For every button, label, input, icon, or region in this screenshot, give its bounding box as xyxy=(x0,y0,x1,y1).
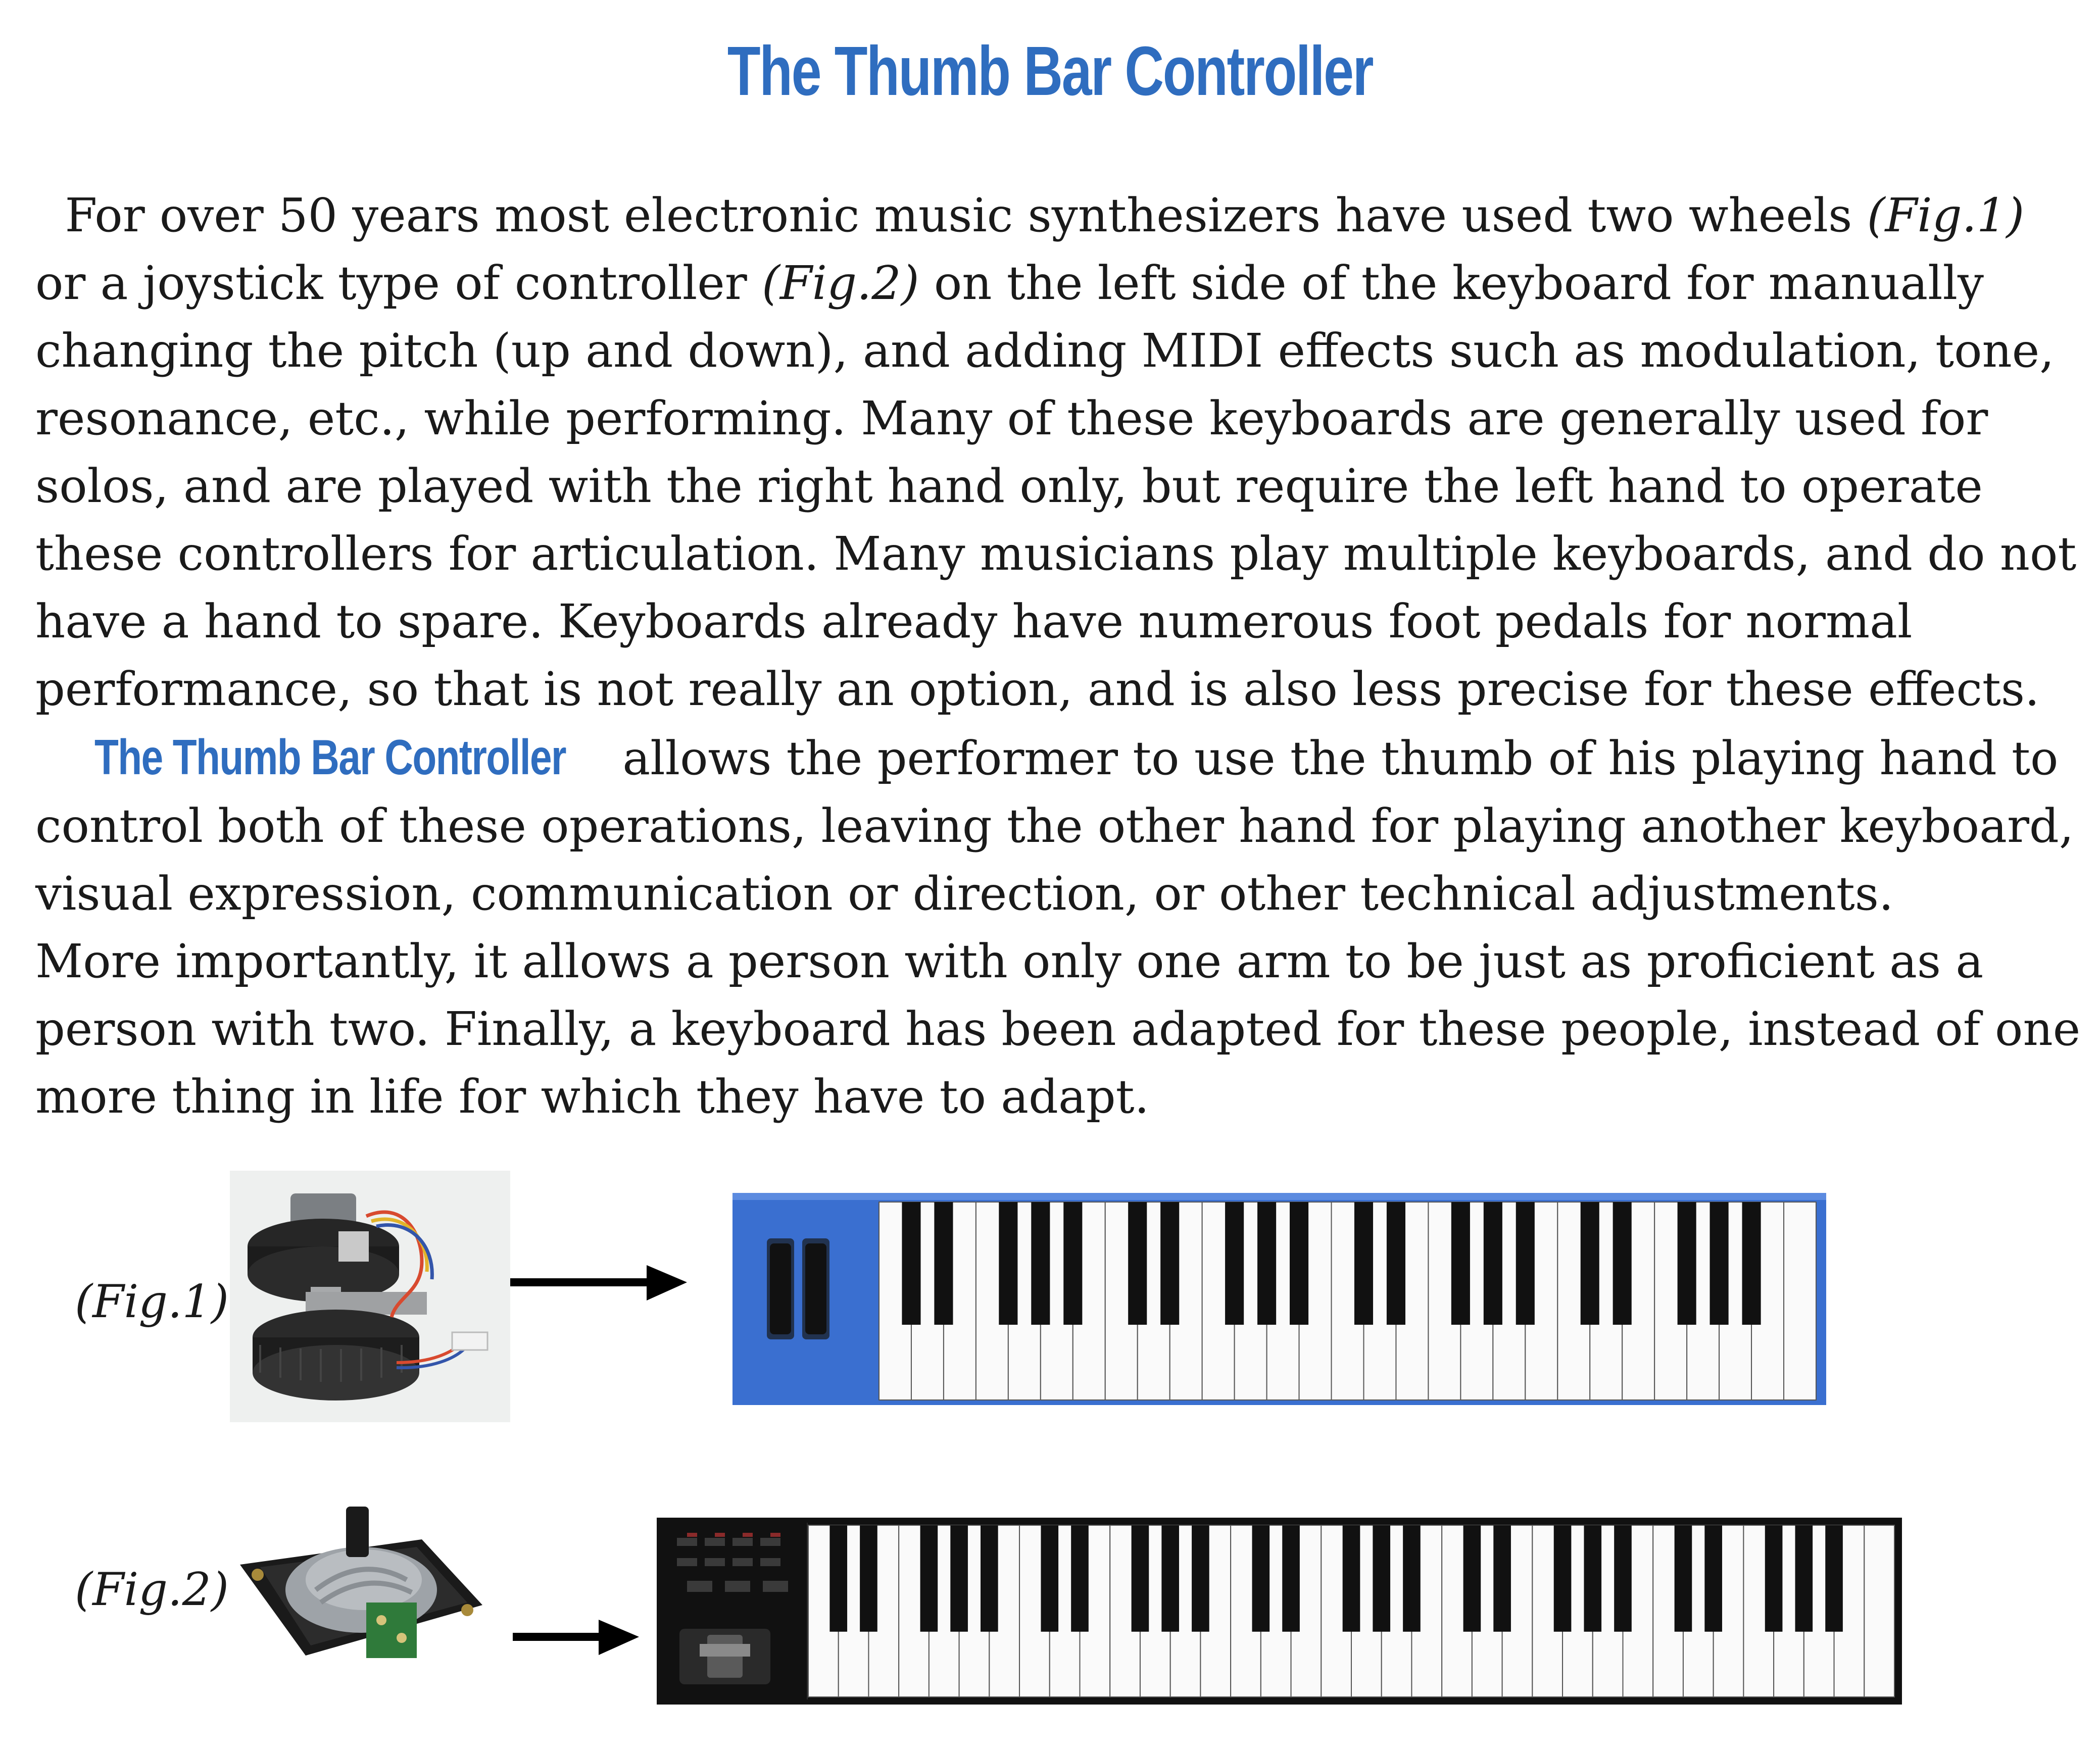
page-title: The Thumb Bar Controller xyxy=(727,32,1373,110)
black-key xyxy=(1678,1202,1696,1325)
body-text xyxy=(35,182,2081,1131)
black-key xyxy=(1041,1525,1058,1632)
black-key xyxy=(1161,1525,1179,1632)
fig1-arrow-icon xyxy=(510,1263,692,1303)
black-key xyxy=(1063,1202,1082,1325)
paragraph-3: More importantly, it allows a person with only one arm to be just as proficient as a person with two. Finally, a keyboard has been adapted for these people, instead of one more thing in life for which they have to adapt. xyxy=(35,934,2081,1124)
black-key xyxy=(1031,1202,1050,1325)
blue-keyboard-keys xyxy=(879,1202,1816,1400)
black-keyboard-photo xyxy=(657,1518,1902,1705)
black-key xyxy=(1742,1202,1761,1325)
fig2-label: (Fig.2) xyxy=(75,1563,229,1616)
black-key xyxy=(934,1202,953,1325)
fig2-reference: (Fig.2) xyxy=(761,256,919,310)
black-key xyxy=(920,1525,938,1632)
black-key xyxy=(1071,1525,1089,1632)
black-key xyxy=(1493,1525,1511,1632)
paragraph-1-text-b: or a joystick type of controller xyxy=(35,256,762,310)
black-key xyxy=(1160,1202,1179,1325)
black-key xyxy=(981,1525,998,1632)
black-key xyxy=(1290,1202,1308,1325)
wheel-controller-photo xyxy=(230,1171,510,1422)
black-key xyxy=(1825,1525,1843,1632)
black-key xyxy=(1128,1202,1147,1325)
black-key xyxy=(1192,1525,1209,1632)
black-keyboard-keys xyxy=(808,1525,1894,1697)
black-key xyxy=(1516,1202,1535,1325)
paragraph-2-text: allows the performer to use the thumb of his playing hand to control both of these operations, leaving the other hand for playing another keyboard, visual expression, communication or direction, or other technical adjustments. xyxy=(35,731,2074,921)
black-key xyxy=(1403,1525,1421,1632)
black-key xyxy=(1282,1525,1300,1632)
black-key xyxy=(1614,1525,1632,1632)
black-key xyxy=(1765,1525,1783,1632)
black-key xyxy=(1710,1202,1729,1325)
black-key xyxy=(1584,1525,1601,1632)
paragraph-1 xyxy=(35,182,2081,723)
blue-keyboard-photo xyxy=(732,1193,1826,1410)
white-key xyxy=(1864,1525,1894,1697)
fig1-label: (Fig.1) xyxy=(75,1275,229,1328)
black-key xyxy=(1354,1202,1373,1325)
black-key xyxy=(1613,1202,1632,1325)
black-key xyxy=(1795,1525,1813,1632)
black-key xyxy=(1581,1202,1599,1325)
black-key xyxy=(1484,1202,1502,1325)
joystick-controller-photo xyxy=(230,1504,487,1677)
black-key xyxy=(860,1525,877,1632)
white-key xyxy=(1784,1202,1816,1400)
paragraph-1-text-c: on the left side of the keyboard for manually changing the pitch (up and down), and adding MIDI effects such as modulation, tone, resonance, etc., while performing. Many of these keyboards are generally used for solos, and are played with the right hand only, but require the left hand to operate these controllers for articulation. Many musicians play multiple keyboards, and do not have a hand to spare. Keyboards already have numerous foot pedals for normal performance, so that is not really an option, and is also less precise for these effects. xyxy=(35,256,2077,716)
black-key xyxy=(950,1525,968,1632)
paragraph-2 xyxy=(35,723,2081,928)
black-key xyxy=(1675,1525,1692,1632)
black-key xyxy=(1225,1202,1244,1325)
black-key xyxy=(902,1202,920,1325)
black-key xyxy=(999,1202,1017,1325)
black-key xyxy=(1132,1525,1149,1632)
black-key xyxy=(1373,1525,1390,1632)
black-key xyxy=(1704,1525,1722,1632)
black-key xyxy=(1252,1525,1270,1632)
black-key xyxy=(1451,1202,1470,1325)
black-key xyxy=(1463,1525,1481,1632)
inline-brand-title: The Thumb Bar Controller xyxy=(94,729,566,785)
paragraph-1-text-a: For over 50 years most electronic music synthesizers have used two wheels xyxy=(65,188,1867,242)
black-key xyxy=(1257,1202,1276,1325)
black-key xyxy=(1387,1202,1405,1325)
fig1-reference: (Fig.1) xyxy=(1867,188,2025,242)
black-key xyxy=(1343,1525,1360,1632)
black-key xyxy=(829,1525,847,1632)
black-key xyxy=(1554,1525,1572,1632)
fig2-arrow-icon xyxy=(513,1617,644,1658)
